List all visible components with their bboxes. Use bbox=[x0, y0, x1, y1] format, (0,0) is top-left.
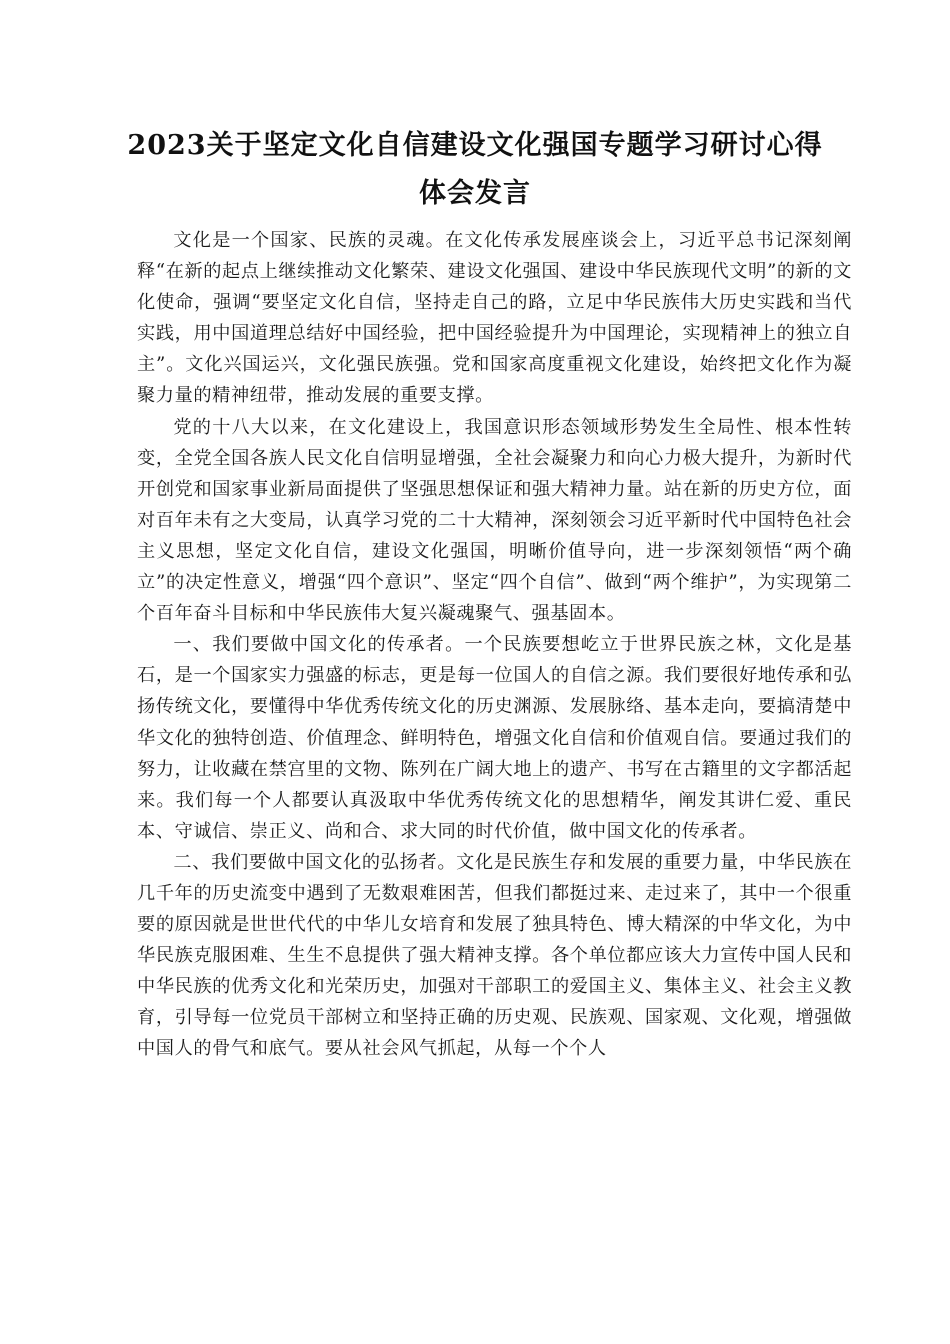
title-line-2: 体会发言 bbox=[419, 178, 531, 209]
document-title bbox=[120, 122, 830, 218]
paragraph-point-two: 二、我们要做中国文化的弘扬者。文化是民族生存和发展的重要力量，中华民族在几千年的历史流变中遇到了无数艰难困苦，但我们都挺过来、走过来了，其中一个很重要的原因就是世世代代的中华儿女培育和发展了独具特色、博大精深的中华文化，为中华民族克服困难、生生不息提供了强大精神支撑。各个单位都应该大力宣传中国人民和中华民族的优秀文化和光荣历史，加强对干部职工的爱国主义、集体主义、社会主义教育，引导每一位党员干部树立和坚持正确的历史观、民族观、国家观、文化观，增强做中国人的骨气和底气。要从社会风气抓起，从每一个个人 bbox=[137, 851, 852, 1060]
paragraph-intro: 文化是一个国家、民族的灵魂。在文化传承发展座谈会上，习近平总书记深刻阐释“在新的起点上继续推动文化繁荣、建设文化强国、建设中华民族现代文明”的新的文化使命，强调“要坚定文化自信，坚持走自己的路，立足中华民族伟大历史实践和当代实践，用中国道理总结好中国经验，把中国经验提升为中国理论，实现精神上的独立自主”。文化兴国运兴，文化强民族强。党和国家高度重视文化建设，始终把文化作为凝聚力量的精神纽带，推动发展的重要支撑。 bbox=[137, 230, 852, 407]
document-body bbox=[137, 225, 852, 1065]
title-line-1: 2023关于坚定文化自信建设文化强国专题学习研讨心得 bbox=[127, 130, 823, 161]
paragraph-point-one: 一、我们要做中国文化的传承者。一个民族要想屹立于世界民族之林，文化是基石，是一个国家实力强盛的标志，更是每一位国人的自信之源。我们要很好地传承和弘扬传统文化，要懂得中华优秀传统文化的历史渊源、发展脉络、基本走向，要搞清楚中华文化的独特创造、价值理念、鲜明特色，增强文化自信和价值观自信。要通过我们的努力，让收藏在禁宫里的文物、陈列在广阔大地上的遗产、书写在古籍里的文字都活起来。我们每一个人都要认真汲取中华优秀传统文化的思想精华，阐发其讲仁爱、重民本、守诚信、崇正义、尚和合、求大同的时代价值，做中国文化的传承者。 bbox=[137, 634, 852, 842]
paragraph-background: 党的十八大以来，在文化建设上，我国意识形态领域形势发生全局性、根本性转变，全党全国各族人民文化自信明显增强，全社会凝聚力和向心力极大提升，为新时代开创党和国家事业新局面提供了坚强思想保证和强大精神力量。站在新的历史方位，面对百年未有之大变局，认真学习党的二十大精神，深刻领会习近平新时代中国特色社会主义思想，坚定文化自信，建设文化强国，明晰价值导向，进一步深刻领悟“两个确立”的决定性意义，增强“四个意识”、坚定“四个自信”、做到“两个维护”，为实现第二个百年奋斗目标和中华民族伟大复兴凝魂聚气、强基固本。 bbox=[137, 416, 852, 625]
